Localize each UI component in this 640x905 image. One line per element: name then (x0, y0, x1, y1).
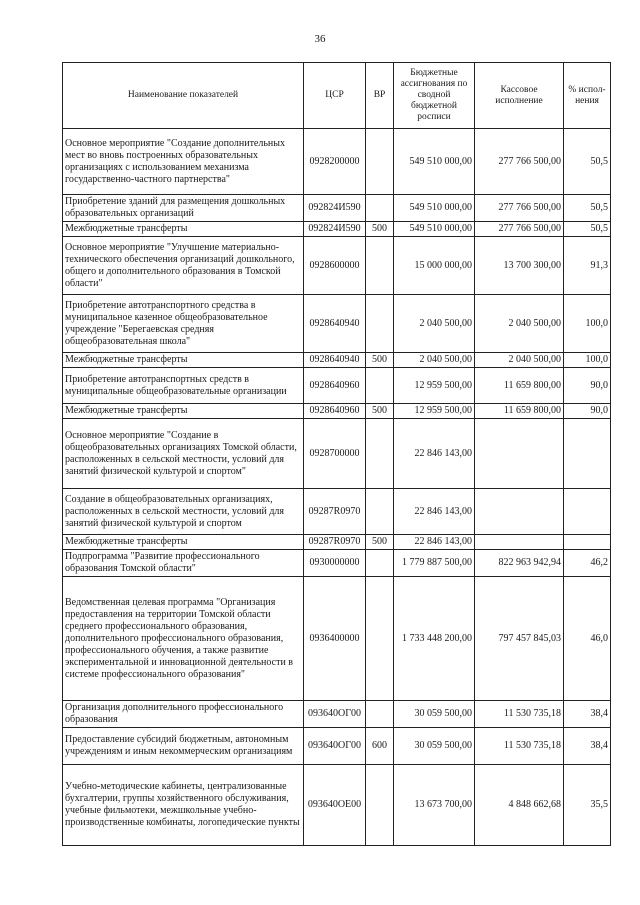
row-vr (366, 295, 394, 353)
row-csr: 093640ОГ00 (304, 728, 366, 765)
table-body (63, 129, 611, 846)
row-csr: 093640ОЕ00 (304, 765, 366, 846)
row-assignments: 22 846 143,00 (394, 535, 475, 550)
row-cash: 13 700 300,00 (475, 237, 564, 295)
header-cash: Кассовое исполнение (475, 63, 564, 129)
row-name: Создание в общеобразовательных организациях, расположенных в сельской местности, условий для занятий физической культурой и спортом (63, 489, 304, 535)
row-percent: 100,0 (564, 353, 611, 368)
table-row (63, 535, 611, 550)
table-row (63, 701, 611, 728)
row-percent: 38,4 (564, 728, 611, 765)
budget-table (62, 62, 611, 846)
row-name: Межбюджетные трансферты (63, 404, 304, 419)
row-csr: 0928640940 (304, 353, 366, 368)
row-assignments: 549 510 000,00 (394, 222, 475, 237)
table-row (63, 550, 611, 577)
row-name: Основное мероприятие "Улучшение материально-технического обеспечения организаций дошкольного, общего и дополнительного образования в Томской области" (63, 237, 304, 295)
row-assignments: 2 040 500,00 (394, 295, 475, 353)
row-vr (366, 129, 394, 195)
header-assignments: Бюджетные ассигнования по сводной бюджетной росписи (394, 63, 475, 129)
row-cash: 11 530 735,18 (475, 701, 564, 728)
row-name: Основное мероприятие "Создание дополнительных мест во вновь построенных образовательных организациях с использованием механизма государственно-частного партнерства" (63, 129, 304, 195)
row-name: Ведомственная целевая программа "Организация предоставления на территории Томской области среднего профессионального образования, дополнительного профессионального образования, профессионального обучения, а также развитие экспериментальной и инновационной деятельности в системе профессионального образования" (63, 577, 304, 701)
table-header-row (63, 63, 611, 129)
row-assignments: 22 846 143,00 (394, 419, 475, 489)
row-vr (366, 195, 394, 222)
row-cash: 2 040 500,00 (475, 295, 564, 353)
row-percent (564, 419, 611, 489)
row-percent: 100,0 (564, 295, 611, 353)
row-assignments: 13 673 700,00 (394, 765, 475, 846)
row-cash: 277 766 500,00 (475, 195, 564, 222)
row-assignments: 30 059 500,00 (394, 728, 475, 765)
row-name: Учебно-методические кабинеты, централизованные бухгалтерии, группы хозяйственного обслуживания, учебные фильмотеки, межшкольные учебно-производственные комбинаты, логопедические пункты (63, 765, 304, 846)
row-csr: 0930000000 (304, 550, 366, 577)
row-csr: 0928640960 (304, 368, 366, 404)
row-name: Межбюджетные трансферты (63, 535, 304, 550)
row-csr: 09287R0970 (304, 489, 366, 535)
table-row (63, 577, 611, 701)
row-csr: 092824И590 (304, 222, 366, 237)
row-vr (366, 489, 394, 535)
table-row (63, 489, 611, 535)
header-name: Наименование показателей (63, 63, 304, 129)
table-row (63, 765, 611, 846)
row-csr: 0928700000 (304, 419, 366, 489)
row-percent (564, 535, 611, 550)
row-vr (366, 419, 394, 489)
table-row (63, 237, 611, 295)
page-number: 36 (314, 33, 326, 45)
row-vr (366, 237, 394, 295)
row-assignments: 12 959 500,00 (394, 404, 475, 419)
row-assignments: 12 959 500,00 (394, 368, 475, 404)
row-cash: 11 659 800,00 (475, 404, 564, 419)
row-percent: 46,0 (564, 577, 611, 701)
table-row (63, 222, 611, 237)
row-vr (366, 701, 394, 728)
row-cash: 11 530 735,18 (475, 728, 564, 765)
table-row (63, 129, 611, 195)
row-name: Приобретение автотранспортных средств в муниципальные общеобразовательные организации (63, 368, 304, 404)
row-percent: 90,0 (564, 404, 611, 419)
row-vr (366, 368, 394, 404)
row-name: Приобретение автотранспортного средства в муниципальное казенное общеобразовательное учреждение "Берегаевская средняя общеобразовательная школа" (63, 295, 304, 353)
row-csr: 093640ОГ00 (304, 701, 366, 728)
row-csr: 0928200000 (304, 129, 366, 195)
row-name: Приобретение зданий для размещения дошкольных образовательных организаций (63, 195, 304, 222)
row-percent: 50,5 (564, 222, 611, 237)
row-assignments: 15 000 000,00 (394, 237, 475, 295)
row-percent: 46,2 (564, 550, 611, 577)
row-vr: 500 (366, 535, 394, 550)
row-csr: 09287R0970 (304, 535, 366, 550)
row-cash: 277 766 500,00 (475, 222, 564, 237)
row-cash (475, 419, 564, 489)
row-csr: 0936400000 (304, 577, 366, 701)
table-row (63, 419, 611, 489)
header-percent: % испол-нения (564, 63, 611, 129)
row-percent: 50,5 (564, 129, 611, 195)
row-assignments: 549 510 000,00 (394, 195, 475, 222)
row-vr: 500 (366, 353, 394, 368)
row-name: Межбюджетные трансферты (63, 353, 304, 368)
row-percent: 91,3 (564, 237, 611, 295)
row-cash: 277 766 500,00 (475, 129, 564, 195)
row-cash: 797 457 845,03 (475, 577, 564, 701)
row-assignments: 30 059 500,00 (394, 701, 475, 728)
row-vr: 500 (366, 222, 394, 237)
row-cash: 4 848 662,68 (475, 765, 564, 846)
row-assignments: 1 779 887 500,00 (394, 550, 475, 577)
row-csr: 0928600000 (304, 237, 366, 295)
row-cash: 2 040 500,00 (475, 353, 564, 368)
row-assignments: 22 846 143,00 (394, 489, 475, 535)
row-vr: 500 (366, 404, 394, 419)
row-cash (475, 489, 564, 535)
row-percent: 50,5 (564, 195, 611, 222)
row-name: Предоставление субсидий бюджетным, автономным учреждениям и иным некоммерческим организациям (63, 728, 304, 765)
table-row (63, 295, 611, 353)
table-row (63, 195, 611, 222)
row-vr (366, 577, 394, 701)
row-assignments: 2 040 500,00 (394, 353, 475, 368)
row-percent: 35,5 (564, 765, 611, 846)
row-cash (475, 535, 564, 550)
row-csr: 0928640940 (304, 295, 366, 353)
row-vr (366, 765, 394, 846)
row-csr: 0928640960 (304, 404, 366, 419)
row-name: Подпрограмма "Развитие профессионального образования Томской области" (63, 550, 304, 577)
row-vr (366, 550, 394, 577)
table-row (63, 404, 611, 419)
row-assignments: 549 510 000,00 (394, 129, 475, 195)
row-cash: 11 659 800,00 (475, 368, 564, 404)
row-name: Межбюджетные трансферты (63, 222, 304, 237)
table-row (63, 368, 611, 404)
row-vr: 600 (366, 728, 394, 765)
row-percent: 90,0 (564, 368, 611, 404)
header-vr: ВР (366, 63, 394, 129)
header-csr: ЦСР (304, 63, 366, 129)
table-row (63, 728, 611, 765)
row-name: Организация дополнительного профессионального образования (63, 701, 304, 728)
row-percent: 38,4 (564, 701, 611, 728)
row-percent (564, 489, 611, 535)
row-csr: 092824И590 (304, 195, 366, 222)
table-row (63, 353, 611, 368)
row-name: Основное мероприятие "Создание в общеобразовательных организациях Томской области, расположенных в сельской местности, условий для занятий физической культурой и спортом" (63, 419, 304, 489)
row-cash: 822 963 942,94 (475, 550, 564, 577)
row-assignments: 1 733 448 200,00 (394, 577, 475, 701)
